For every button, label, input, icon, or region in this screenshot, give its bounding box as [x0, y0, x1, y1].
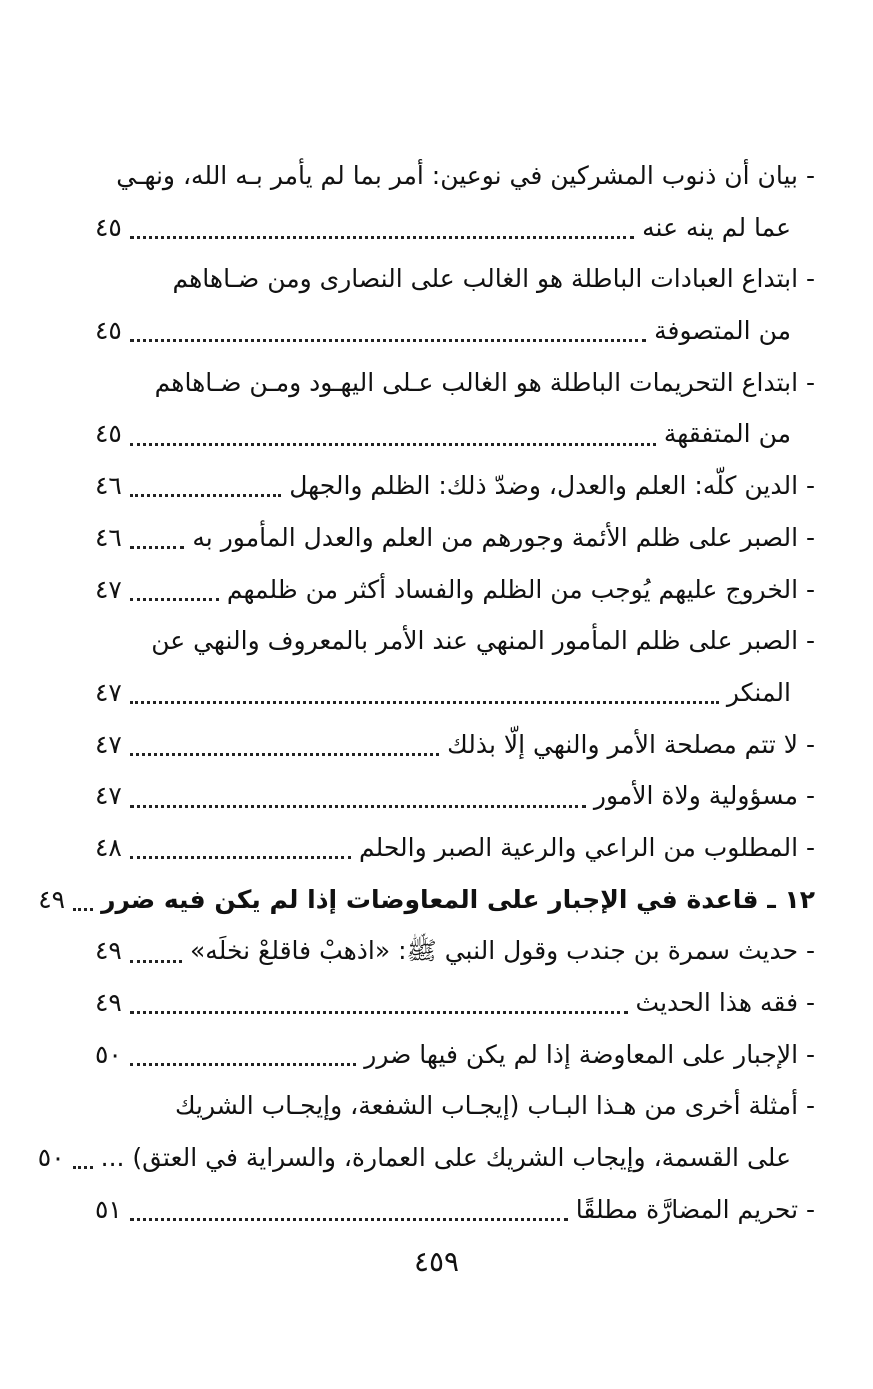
toc-entry-leader — [95, 1184, 815, 1236]
dot-leader — [130, 753, 439, 756]
dot-leader — [73, 1166, 93, 1169]
toc-entry — [95, 822, 815, 874]
toc-entry — [95, 719, 815, 771]
toc-entry-page: ٤٥ — [95, 212, 122, 242]
toc-entry — [95, 564, 815, 616]
dot-leader — [130, 546, 185, 549]
dot-leader — [130, 339, 646, 342]
toc-entry-leader — [95, 770, 815, 822]
toc-entry-page: ٤٩ — [95, 936, 122, 966]
toc-entry-leader — [95, 408, 791, 460]
dot-leader — [130, 236, 634, 239]
toc-entry — [37, 1132, 815, 1184]
toc-entry — [95, 305, 815, 357]
dot-leader — [130, 856, 351, 859]
toc-entry-leader — [95, 564, 815, 616]
toc-entry-title: - الإجبار على المعاوضة إذا لم يكن فيها ضرر — [364, 1039, 815, 1069]
dot-leader — [130, 1218, 568, 1221]
dot-leader — [73, 908, 93, 911]
toc-entry-title: ١٢ ـ قاعدة في الإجبار على المعاوضات إذا لم يكن فيه ضرر — [101, 884, 815, 914]
dot-leader — [130, 1063, 356, 1066]
toc-entry-leader — [95, 512, 815, 564]
toc-entry — [95, 977, 815, 1029]
toc-entry-title: - ابتداع التحريمات الباطلة هو الغالب عـلى اليهـود ومـن ضـاهاهم — [154, 367, 815, 397]
toc-entry-page: ٤٥ — [95, 316, 122, 346]
toc-entry-title: - الخروج عليهم يُوجب من الظلم والفساد أكثر من ظلمهم — [226, 574, 815, 604]
toc-entry — [95, 150, 815, 202]
toc-entry-page: ٤٩ — [38, 884, 66, 914]
toc-entry-title: - الدين كلّه: العلم والعدل، وضدّ ذلك: الظلم والجهل — [289, 471, 815, 501]
toc-entry-title: - الصبر على ظلم الأئمة وجورهم من العلم والعدل المأمور به — [192, 522, 815, 552]
toc-entry-title: المنكر — [726, 677, 791, 707]
toc-entry-leader — [38, 874, 815, 926]
toc-entry — [95, 253, 815, 305]
dot-leader — [130, 494, 281, 497]
toc-entry — [95, 408, 815, 460]
toc-entry-leader — [95, 719, 815, 771]
toc-entry — [95, 357, 815, 409]
toc-entry-title: - تحريم المضارَّة مطلقًا — [575, 1194, 815, 1224]
toc-entry-leader — [37, 1132, 791, 1184]
toc-entry-leader — [95, 1029, 815, 1081]
toc-entry-title: - أمثلة أخرى من هـذا البـاب (إيجـاب الشفعة، وإيجـاب الشريك — [174, 1091, 815, 1121]
dot-leader — [130, 443, 656, 446]
toc-entry-leader — [95, 460, 815, 512]
toc-entry-page: ٥٠ — [95, 1039, 122, 1069]
toc-entry-title: على القسمة، وإيجاب الشريك على العمارة، والسراية في العتق) ... — [100, 1143, 791, 1173]
toc-entry-leader — [95, 202, 791, 254]
toc-entry — [38, 874, 815, 926]
toc-entry-title: - حديث سمرة بن جندب وقول النبي ﷺ: «اذهبْ فاقلعْ نخلَه» — [190, 936, 815, 966]
dot-leader — [130, 701, 719, 704]
toc-entry — [95, 770, 815, 822]
dot-leader — [130, 805, 586, 808]
toc-entry-page: ٥٠ — [37, 1143, 65, 1173]
toc-entry — [95, 512, 815, 564]
toc-entry — [95, 925, 815, 977]
toc-entry-page: ٤٦ — [95, 471, 122, 501]
toc-entry — [95, 1184, 815, 1236]
toc-entry-title: من المتفقهة — [663, 419, 791, 449]
toc-entry-page: ٤٧ — [95, 677, 122, 707]
toc-entry-page: ٤٦ — [95, 522, 122, 552]
toc-entry — [95, 1029, 815, 1081]
toc-entry-leader — [95, 667, 791, 719]
toc-entry — [95, 460, 815, 512]
toc-entry-leader — [95, 305, 791, 357]
table-of-contents — [37, 150, 815, 1235]
toc-entry — [95, 202, 815, 254]
toc-entry-leader — [95, 822, 815, 874]
dot-leader — [130, 598, 219, 601]
toc-entry-title: - بيان أن ذنوب المشركين في نوعين: أمر بما لم يأمر بـه الله، ونهـي — [116, 161, 815, 190]
toc-entry-title: من المتصوفة — [654, 316, 791, 346]
toc-entry-title: - مسؤولية ولاة الأمور — [593, 781, 815, 811]
toc-entry-page: ٤٥ — [95, 419, 122, 449]
page-number: ٤٥٩ — [413, 1245, 460, 1278]
toc-entry-page: ٤٧ — [95, 574, 122, 604]
toc-entry-title: - المطلوب من الراعي والرعية الصبر والحلم — [359, 832, 815, 862]
toc-entry-title: - الصبر على ظلم المأمور المنهي عند الأمر بالمعروف والنهي عن — [151, 626, 815, 656]
toc-entry — [95, 615, 815, 667]
dot-leader — [130, 1011, 628, 1014]
toc-entry — [95, 667, 815, 719]
toc-entry-page: ٤٧ — [95, 729, 122, 759]
toc-entry-page: ٤٩ — [95, 988, 122, 1017]
toc-entry-page: ٥١ — [95, 1194, 122, 1224]
toc-entry-leader — [95, 977, 815, 1029]
toc-entry-page: ٤٧ — [95, 781, 122, 811]
toc-entry-title: - ابتداع العبادات الباطلة هو الغالب على النصارى ومن ضـاهاهم — [172, 264, 815, 294]
toc-entry-title: - لا تتم مصلحة الأمر والنهي إلّا بذلك — [447, 729, 815, 759]
toc-entry-title: - فقه هذا الحديث — [635, 988, 815, 1017]
toc-entry-leader — [95, 925, 815, 977]
toc-entry-title: عما لم ينه عنه — [642, 212, 791, 242]
dot-leader — [130, 960, 182, 963]
toc-entry — [95, 1080, 815, 1132]
toc-entry-page: ٤٨ — [95, 832, 122, 862]
